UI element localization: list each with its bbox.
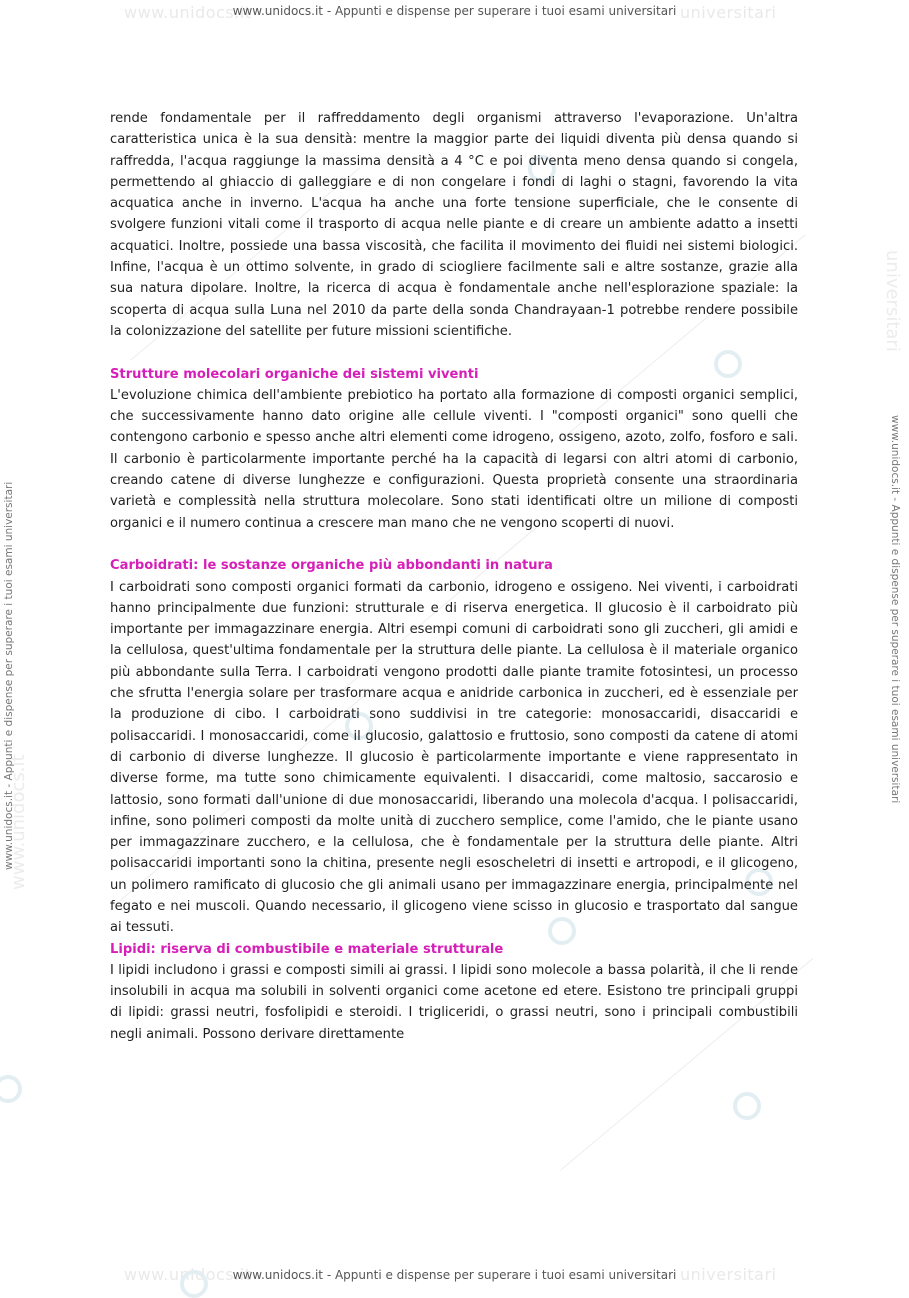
section-heading-organic-structures: Strutture molecolari organiche dei sistemi viventi <box>110 366 479 382</box>
watermark-logo-icon <box>0 1075 22 1103</box>
paragraph-spacer <box>110 534 798 555</box>
ghost-watermark-right <box>882 250 903 352</box>
side-watermark-left: www.unidocs.it - Appunti e dispense per superare i tuoi esami universitari <box>3 481 15 870</box>
header-watermark: www.unidocs.it - Appunti e dispense per superare i tuoi esami universitari <box>232 4 677 18</box>
watermark-logo-icon <box>733 1092 761 1120</box>
side-watermark-right: www.unidocs.it - Appunti e dispense per superare i tuoi esami universitari <box>889 415 901 804</box>
paragraph-water-properties: rende fondamentale per il raffreddamento degli organismi attraverso l'evaporazione. Un'altra caratteristica unica è la sua densità: mentre la maggior parte dei liquidi diventa più densa quando si raffredda, l'acqua raggiunge la massima densità a 4 °C e poi diventa meno densa quando si congela, permettendo al ghiaccio di galleggiare e di non congelare i fondi di laghi o stagni, favorendo la vita acquatica anche in inverno. L'acqua ha anche una forte tensione superficiale, che le consente di svolgere funzioni vitali come il trasporto di acqua nelle piante e di creare un ambiente adatto a insetti acquatici. Inoltre, possiede una bassa viscosità, che facilita il movimento dei fluidi nei sistemi biologici. Infine, l'acqua è un ottimo solvente, in grado di sciogliere facilmente sali e altre sostanze, grazie alla sua natura dipolare. Inoltre, la ricerca di acqua è fondamentale anche nell'esplorazione spaziale: la scoperta di acqua sulla Luna nel 2010 da parte della sonda Chandrayaan-1 potrebbe rendere possibile la colonizzazione del satellite per future missioni scientifiche. <box>110 111 798 339</box>
ghost-tail-text: universitari <box>882 250 903 352</box>
paragraph-lipids: I lipidi includono i grassi e composti simili ai grassi. I lipidi sono molecole a bassa polarità, il che li rende insolubili in acqua ma solubili in solventi organici come acetone ed etere. Esistono tre principali gruppi di lipidi: grassi neutri, fosfolipidi e steroidi. I trigliceridi, o grassi neutri, sono i principali combustibili negli animali. Possono derivare direttamente <box>110 962 798 1042</box>
paragraph-carbohydrates: I carboidrati sono composti organici formati da carbonio, idrogeno e ossigeno. Nei viventi, i carboidrati hanno principalmente due funzioni: strutturale e di riserva energetica. Il glucosio è il carboidrato più importante per immagazzinare energia. Altri esempi comuni di carboidrati sono gli zuccheri, gli amidi e la cellulosa, quest'ultima fondamentale per la struttura delle piante. La cellulosa è il materiale organico più abbondante sulla Terra. I carboidrati vengono prodotti dalle piante tramite fotosintesi, un processo che sfrutta l'energia solare per trasformare acqua e anidride carbonica in zuccheri, ed è essenziale per la produzione di cibo. I carboidrati sono suddivisi in tre categorie: monosaccaridi, disaccaridi e polisaccaridi. I monosaccaridi, come il glucosio, galattosio e fruttosio, sono composti da catene di atomi di carbonio di diverse lunghezze. Il glucosio è particolarmente importante e viene rappresentato in diverse forme, ma tutte sono chimicamente equivalenti. I disaccaridi, come maltosio, saccarosio e lattosio, sono formati dall'unione di due monosaccaridi, liberando una molecola d'acqua. I polisaccaridi, infine, sono polimeri composti da molte unità di zucchero semplice, come l'amido, che le piante usano per immagazzinare zucchero, e la cellulosa, che è fondamentale per la struttura delle piante. Altri polisaccaridi importanti sono la chitina, presente negli esoscheletri di insetti e artropodi, e il glicogeno, un polimero ramificato di glucosio che gli animali usano per immagazzinare energia, principalmente nel fegato e nei muscoli. Quando necessario, il glicogeno viene scisso in glucosio e trasportato dal sangue ai tessuti. <box>110 579 798 936</box>
ghost-brand-text: www.unidocs.it <box>124 3 252 22</box>
document-body <box>110 108 798 1045</box>
section-heading-lipids: Lipidi: riserva di combustibile e materiale strutturale <box>110 941 504 957</box>
ghost-brand-text: www.unidocs.it <box>8 754 29 890</box>
paragraph-organic-compounds: L'evoluzione chimica dell'ambiente prebiotico ha portato alla formazione di composti organici semplici, che successivamente hanno dato origine alle cellule viventi. I "composti organici" sono quelli che contengono carbonio e spesso anche altri elementi come idrogeno, ossigeno, azoto, zolfo, fosforo e sali. Il carbonio è particolarmente importante perché ha la capacità di legarsi con altri atomi di carbonio, creando catene di diverse lunghezze e configurazioni. Questa proprietà consente una straordinaria varietà e complessità nella struttura molecolare. Sono stati identificati oltre un milione di composti organici e il numero continua a crescere man mano che ne vengono scoperti di nuovi. <box>110 387 798 531</box>
section-heading-carbohydrates: Carboidrati: le sostanze organiche più abbondanti in natura <box>110 558 553 574</box>
ghost-tail-text: universitari <box>680 3 777 22</box>
ghost-brand-text: www.unidocs.it <box>124 1265 252 1284</box>
ghost-tail-text: universitari <box>680 1265 777 1284</box>
paragraph-spacer <box>110 342 798 363</box>
footer-watermark: www.unidocs.it - Appunti e dispense per superare i tuoi esami universitari <box>232 1268 677 1282</box>
